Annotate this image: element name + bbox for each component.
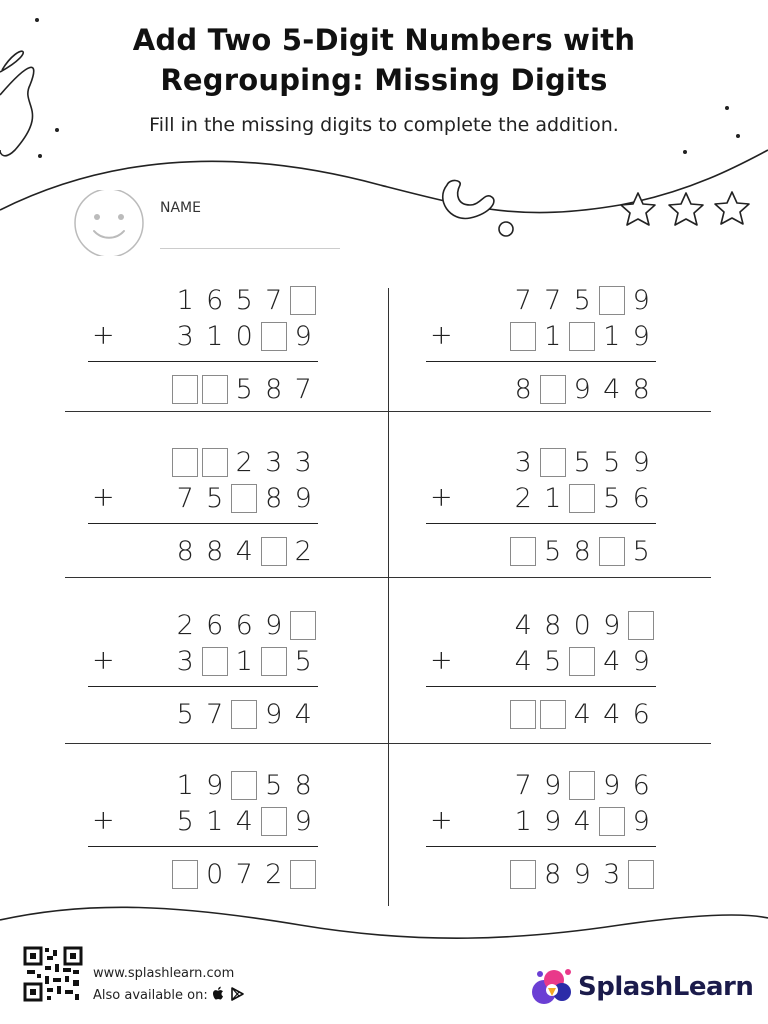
addition-problem — [426, 606, 656, 746]
addition-problem — [88, 443, 318, 583]
missing-digit-box[interactable] — [569, 484, 595, 513]
plus-sign: + — [92, 320, 115, 351]
missing-digit-box[interactable] — [510, 860, 536, 889]
digit: 2 — [294, 535, 312, 567]
sum-line — [426, 846, 656, 847]
brand-name: SplashLearn — [578, 972, 754, 1002]
missing-digit-box[interactable] — [540, 700, 566, 729]
digit-cell[interactable] — [289, 610, 319, 640]
digit: 9 — [573, 858, 591, 890]
digit-cell[interactable] — [200, 374, 230, 404]
digit-cell[interactable] — [568, 646, 598, 676]
plus-sign: + — [92, 805, 115, 836]
sparkle-dot — [725, 106, 729, 110]
digit: 5 — [176, 805, 194, 837]
missing-digit-box[interactable] — [599, 286, 625, 315]
digit: 9 — [632, 805, 650, 837]
digit: 1 — [544, 482, 562, 514]
sum-row — [171, 374, 319, 404]
digit: 9 — [603, 609, 621, 641]
addend-row — [509, 321, 657, 351]
sparkle-dot — [38, 154, 42, 158]
missing-digit-box[interactable] — [172, 860, 198, 889]
digit: 3 — [176, 320, 194, 352]
digit: 2 — [265, 858, 283, 890]
digit-cell[interactable] — [289, 859, 319, 889]
digit: 9 — [573, 373, 591, 405]
digit: 9 — [265, 609, 283, 641]
digit: 5 — [603, 482, 621, 514]
missing-digit-box[interactable] — [172, 375, 198, 404]
sum-row — [171, 536, 319, 566]
digit: 7 — [206, 698, 224, 730]
digit-cell[interactable] — [259, 806, 289, 836]
title-line-1: Add Two 5-Digit Numbers with — [132, 23, 636, 57]
digit: 1 — [514, 805, 532, 837]
digit: 5 — [235, 373, 253, 405]
digit: 1 — [176, 769, 194, 801]
missing-digit-box[interactable] — [540, 448, 566, 477]
digit: 3 — [265, 446, 283, 478]
digit: 0 — [206, 858, 224, 890]
smiley-icon — [72, 190, 146, 256]
vertical-divider — [388, 288, 389, 906]
plus-sign: + — [430, 320, 453, 351]
addition-problem — [88, 281, 318, 421]
digit-cell[interactable] — [568, 770, 598, 800]
digit: 2 — [235, 446, 253, 478]
digit: 0 — [235, 320, 253, 352]
missing-digit-box[interactable] — [261, 322, 287, 351]
addend-row — [171, 646, 319, 676]
digit-cell[interactable] — [259, 646, 289, 676]
digit: 9 — [632, 645, 650, 677]
digit: 1 — [544, 320, 562, 352]
missing-digit-box[interactable] — [261, 647, 287, 676]
digit-cell[interactable] — [230, 770, 260, 800]
star-icon — [669, 193, 703, 225]
digit-cell[interactable] — [597, 285, 627, 315]
digit: 1 — [603, 320, 621, 352]
addend-row — [171, 806, 319, 836]
missing-digit-box[interactable] — [172, 448, 198, 477]
missing-digit-box[interactable] — [202, 375, 228, 404]
digit: 4 — [235, 535, 253, 567]
digit: 8 — [265, 373, 283, 405]
digit: 8 — [294, 769, 312, 801]
missing-digit-box[interactable] — [231, 771, 257, 800]
digit: 3 — [514, 446, 532, 478]
digit-cell[interactable] — [509, 699, 539, 729]
digit: 9 — [294, 482, 312, 514]
sum-row — [509, 699, 657, 729]
top-row — [171, 447, 319, 477]
missing-digit-box[interactable] — [231, 484, 257, 513]
addition-problem — [426, 281, 656, 421]
digit: 9 — [294, 805, 312, 837]
top-row — [509, 770, 657, 800]
digit: 7 — [514, 769, 532, 801]
sparkle-dot — [683, 150, 687, 154]
splashlearn-logo-icon — [530, 966, 574, 1006]
digit: 5 — [294, 645, 312, 677]
addend-row — [509, 806, 657, 836]
addition-problem — [88, 766, 318, 906]
digit: 2 — [514, 482, 532, 514]
digit-cell[interactable] — [171, 374, 201, 404]
website-url[interactable]: www.splashlearn.com — [93, 966, 235, 981]
digit: 8 — [544, 609, 562, 641]
name-label: NAME — [160, 200, 201, 216]
digit-cell[interactable] — [289, 285, 319, 315]
digit-cell[interactable] — [509, 321, 539, 351]
digit-cell[interactable] — [597, 806, 627, 836]
digit-cell[interactable] — [230, 699, 260, 729]
digit: 6 — [632, 698, 650, 730]
digit-cell[interactable] — [538, 699, 568, 729]
sum-line — [426, 361, 656, 362]
digit: 2 — [176, 609, 194, 641]
digit: 9 — [265, 698, 283, 730]
digit: 8 — [176, 535, 194, 567]
digit-cell[interactable] — [509, 536, 539, 566]
digit: 5 — [573, 284, 591, 316]
top-row — [171, 610, 319, 640]
missing-digit-box[interactable] — [628, 611, 654, 640]
missing-digit-box[interactable] — [628, 860, 654, 889]
digit: 9 — [603, 769, 621, 801]
also-available-text: Also available on: — [93, 988, 208, 1003]
missing-digit-box[interactable] — [510, 322, 536, 351]
digit: 9 — [206, 769, 224, 801]
digit: 7 — [514, 284, 532, 316]
footer-wave-line — [0, 907, 768, 938]
digit-cell[interactable] — [568, 483, 598, 513]
digit: 4 — [514, 609, 532, 641]
digit: 3 — [176, 645, 194, 677]
digit: 5 — [544, 645, 562, 677]
digit-cell[interactable] — [627, 859, 657, 889]
addition-problem — [426, 443, 656, 583]
star-icon — [715, 192, 749, 224]
digit: 5 — [603, 446, 621, 478]
missing-digit-box[interactable] — [290, 611, 316, 640]
plus-sign: + — [430, 805, 453, 836]
digit: 5 — [176, 698, 194, 730]
sum-row — [509, 859, 657, 889]
digit: 8 — [544, 858, 562, 890]
addend-row — [509, 483, 657, 513]
digit: 6 — [206, 609, 224, 641]
store-icons — [212, 986, 244, 1001]
digit-cell[interactable] — [509, 859, 539, 889]
top-row — [509, 285, 657, 315]
digit: 9 — [632, 284, 650, 316]
digit: 4 — [603, 373, 621, 405]
digit: 6 — [235, 609, 253, 641]
digit: 0 — [573, 609, 591, 641]
digit: 8 — [206, 535, 224, 567]
digit-cell[interactable] — [259, 321, 289, 351]
missing-digit-box[interactable] — [569, 771, 595, 800]
sum-row — [509, 374, 657, 404]
top-row — [509, 610, 657, 640]
name-input-line[interactable] — [160, 248, 340, 249]
plus-sign: + — [430, 645, 453, 676]
digit: 1 — [176, 284, 194, 316]
plus-sign: + — [92, 482, 115, 513]
missing-digit-box[interactable] — [540, 375, 566, 404]
missing-digit-box[interactable] — [599, 807, 625, 836]
missing-digit-box[interactable] — [261, 537, 287, 566]
digit: 4 — [573, 805, 591, 837]
digit: 4 — [235, 805, 253, 837]
digit: 8 — [632, 373, 650, 405]
missing-digit-box[interactable] — [202, 647, 228, 676]
squiggle-doodle — [443, 180, 494, 218]
digit: 3 — [603, 858, 621, 890]
missing-digit-box[interactable] — [510, 537, 536, 566]
digit: 7 — [235, 858, 253, 890]
sum-line — [88, 846, 318, 847]
digit: 4 — [603, 645, 621, 677]
digit: 1 — [206, 320, 224, 352]
missing-digit-box[interactable] — [569, 647, 595, 676]
digit: 9 — [544, 805, 562, 837]
sum-line — [88, 361, 318, 362]
digit: 8 — [265, 482, 283, 514]
digit-cell[interactable] — [171, 447, 201, 477]
worksheet-title — [0, 20, 768, 100]
digit-cell[interactable] — [230, 483, 260, 513]
plus-sign: + — [92, 645, 115, 676]
sum-row — [171, 699, 319, 729]
sum-line — [426, 686, 656, 687]
top-row — [171, 770, 319, 800]
top-row — [509, 447, 657, 477]
digit: 4 — [294, 698, 312, 730]
digit: 9 — [632, 446, 650, 478]
digit: 5 — [632, 535, 650, 567]
top-row — [171, 285, 319, 315]
digit-cell[interactable] — [538, 447, 568, 477]
digit: 7 — [544, 284, 562, 316]
digit: 6 — [206, 284, 224, 316]
digit: 9 — [632, 320, 650, 352]
missing-digit-box[interactable] — [202, 448, 228, 477]
qr-code-icon — [23, 946, 83, 1002]
missing-digit-box[interactable] — [290, 286, 316, 315]
digit: 9 — [294, 320, 312, 352]
apple-icon[interactable] — [212, 986, 225, 1001]
digit: 5 — [573, 446, 591, 478]
missing-digit-box[interactable] — [261, 807, 287, 836]
digit: 7 — [176, 482, 194, 514]
sum-line — [88, 686, 318, 687]
digit-cell[interactable] — [200, 447, 230, 477]
digit: 8 — [514, 373, 532, 405]
play-store-icon[interactable] — [231, 987, 244, 1001]
digit: 6 — [632, 482, 650, 514]
digit: 1 — [235, 645, 253, 677]
digit-cell[interactable] — [627, 610, 657, 640]
digit-cell[interactable] — [171, 859, 201, 889]
digit: 5 — [206, 482, 224, 514]
addend-row — [171, 483, 319, 513]
missing-digit-box[interactable] — [290, 860, 316, 889]
digit: 1 — [206, 805, 224, 837]
digit: 7 — [265, 284, 283, 316]
missing-digit-box[interactable] — [231, 700, 257, 729]
digit: 5 — [265, 769, 283, 801]
missing-digit-box[interactable] — [510, 700, 536, 729]
instructions: Fill in the missing digits to complete the addition. — [149, 114, 619, 136]
digit-cell[interactable] — [538, 374, 568, 404]
missing-digit-box[interactable] — [569, 322, 595, 351]
digit: 6 — [632, 769, 650, 801]
missing-digit-box[interactable] — [599, 537, 625, 566]
star-icons — [621, 192, 749, 225]
addend-row — [171, 321, 319, 351]
plus-sign: + — [430, 482, 453, 513]
digit: 7 — [294, 373, 312, 405]
digit: 4 — [573, 698, 591, 730]
digit: 9 — [544, 769, 562, 801]
digit: 3 — [294, 446, 312, 478]
digit-cell[interactable] — [568, 321, 598, 351]
digit: 4 — [603, 698, 621, 730]
digit: 4 — [514, 645, 532, 677]
sum-row — [509, 536, 657, 566]
title-line-2: Regrouping: Missing Digits — [160, 63, 608, 97]
digit: 5 — [235, 284, 253, 316]
digit-cell[interactable] — [200, 646, 230, 676]
bubble-doodle — [499, 222, 513, 236]
digit: 8 — [573, 535, 591, 567]
addition-problem — [426, 766, 656, 906]
sum-row — [171, 859, 319, 889]
digit: 5 — [544, 535, 562, 567]
digit-cell[interactable] — [259, 536, 289, 566]
addend-row — [509, 646, 657, 676]
sum-line — [88, 523, 318, 524]
addition-problem — [88, 606, 318, 746]
sum-line — [426, 523, 656, 524]
digit-cell[interactable] — [597, 536, 627, 566]
